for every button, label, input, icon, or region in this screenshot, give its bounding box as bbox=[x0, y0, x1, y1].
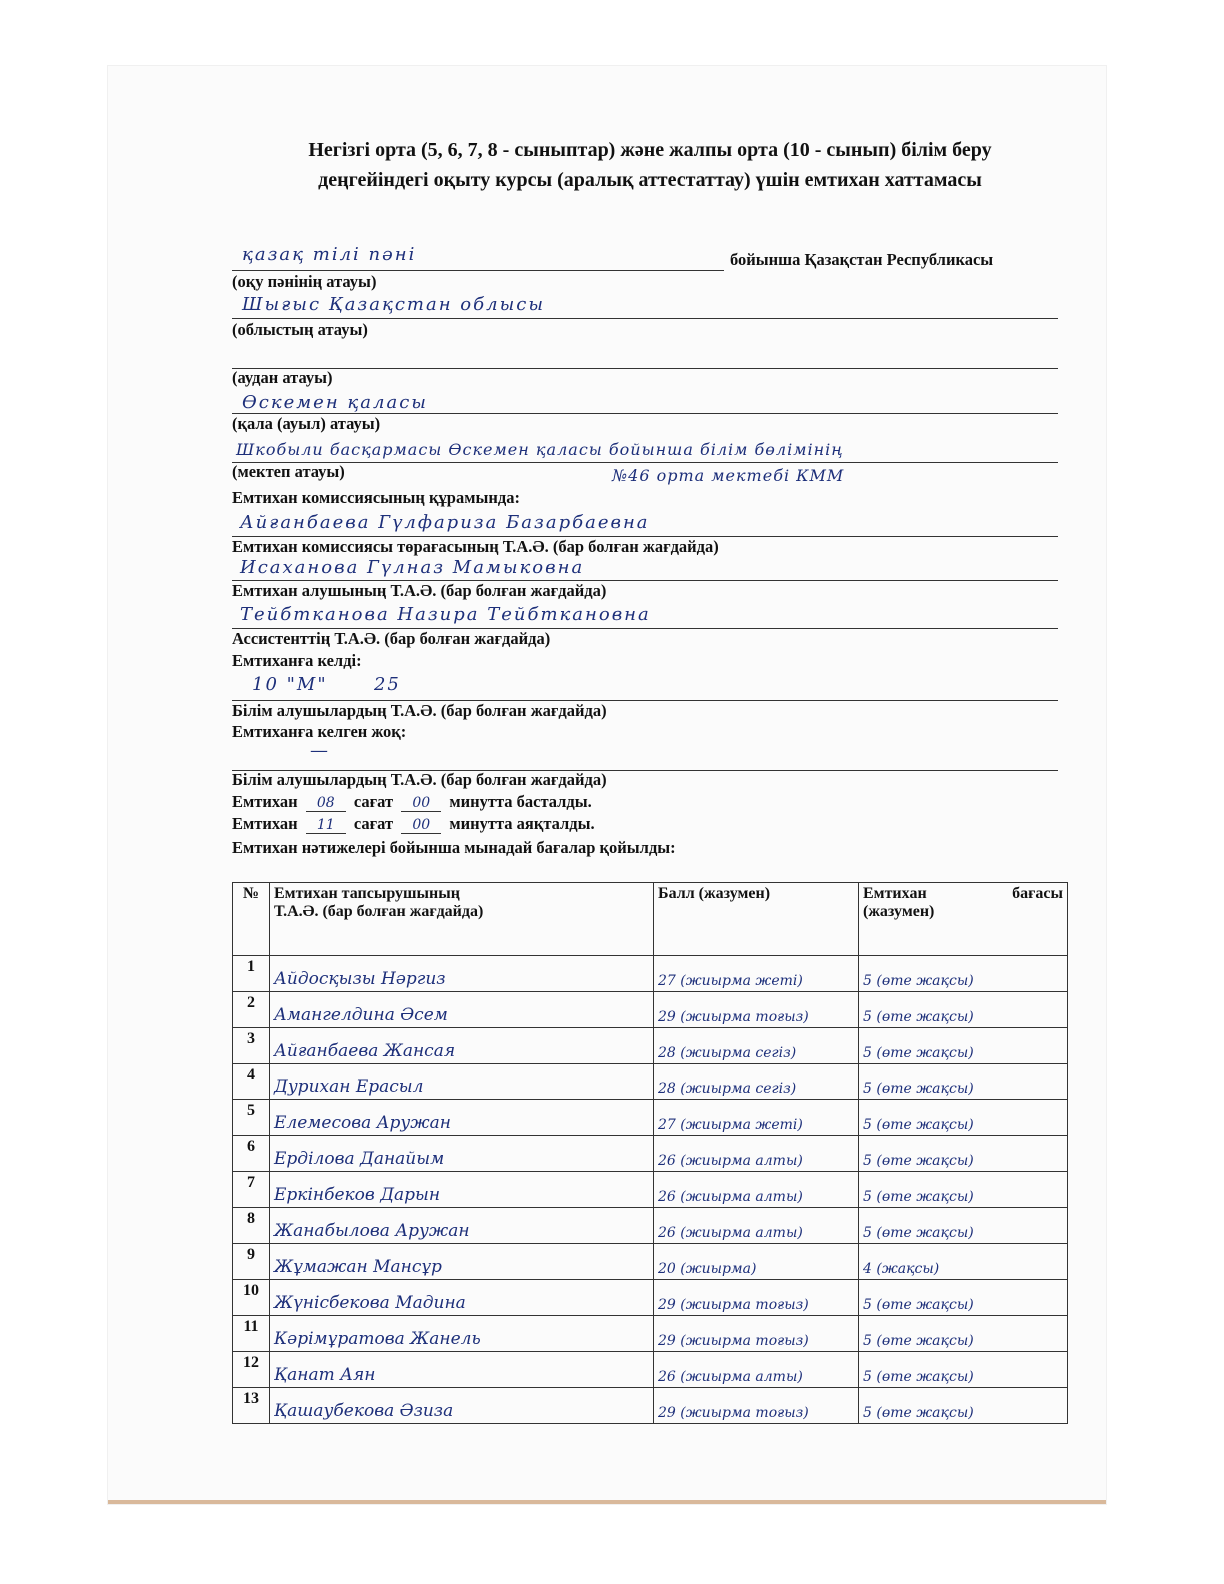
row-grade: 5 (өте жақсы) bbox=[859, 1172, 1068, 1208]
start-prefix: Емтихан bbox=[232, 792, 298, 811]
row-name: Айдосқызы Нәргиз bbox=[270, 956, 654, 992]
city-caption: (қала (ауыл) атауы) bbox=[232, 414, 381, 433]
row-name: Амангелдина Әсем bbox=[270, 992, 654, 1028]
row-score: 29 (жиырма тоғыз) bbox=[654, 992, 859, 1028]
table-row bbox=[233, 1064, 1068, 1100]
row-num: 12 bbox=[233, 1352, 270, 1388]
end-hour: 11 bbox=[306, 817, 346, 834]
row-num: 8 bbox=[233, 1208, 270, 1244]
row-score: 20 (жиырма) bbox=[654, 1244, 859, 1280]
row-num: 11 bbox=[233, 1316, 270, 1352]
row-grade: 5 (өте жақсы) bbox=[859, 992, 1068, 1028]
row-grade: 5 (өте жақсы) bbox=[859, 1388, 1068, 1424]
row-score: 29 (жиырма тоғыз) bbox=[654, 1388, 859, 1424]
school-caption: (мектеп атауы) bbox=[232, 462, 345, 481]
header-grade-word-2: бағасы bbox=[1012, 885, 1063, 902]
header-grade bbox=[859, 883, 1068, 956]
row-num: 10 bbox=[233, 1280, 270, 1316]
attended-label: Емтиханға келді: bbox=[232, 651, 362, 670]
row-grade: 5 (өте жақсы) bbox=[859, 956, 1068, 992]
table-row bbox=[233, 1316, 1068, 1352]
start-hour: 08 bbox=[306, 795, 346, 812]
start-hour-word: сағат bbox=[353, 792, 394, 811]
row-score: 27 (жиырма жеті) bbox=[654, 956, 859, 992]
results-table bbox=[232, 882, 1068, 1424]
absent-label: Емтиханға келген жоқ: bbox=[232, 722, 407, 741]
exam-start-line bbox=[232, 792, 592, 812]
row-grade: 5 (өте жақсы) bbox=[859, 1064, 1068, 1100]
results-label: Емтихан нәтижелері бойынша мынадай бағалар қойылды: bbox=[232, 838, 676, 857]
header-num: № bbox=[233, 883, 270, 956]
row-name: Еркінбеков Дарын bbox=[270, 1172, 654, 1208]
row-num: 6 bbox=[233, 1136, 270, 1172]
row-name: Елемесова Аружан bbox=[270, 1100, 654, 1136]
subject-value: қазақ тілі пәні bbox=[242, 244, 417, 265]
row-score: 29 (жиырма тоғыз) bbox=[654, 1316, 859, 1352]
header-score: Балл (жазумен) bbox=[654, 883, 859, 956]
absent-value: — bbox=[310, 740, 330, 761]
row-grade: 5 (өте жақсы) bbox=[859, 1316, 1068, 1352]
row-grade: 5 (өте жақсы) bbox=[859, 1028, 1068, 1064]
commission-member-value: Айғанбаева Гүлфариза Базарбаевна bbox=[240, 512, 650, 533]
row-score: 29 (жиырма тоғыз) bbox=[654, 1280, 859, 1316]
row-num: 3 bbox=[233, 1028, 270, 1064]
row-name: Кәрімұратова Жанель bbox=[270, 1316, 654, 1352]
row-grade: 5 (өте жақсы) bbox=[859, 1100, 1068, 1136]
school-value-line-2: №46 орта мектебі КММ bbox=[612, 466, 845, 485]
district-rule bbox=[232, 368, 1058, 369]
table-row bbox=[233, 1028, 1068, 1064]
row-score: 26 (жиырма алты) bbox=[654, 1208, 859, 1244]
row-num: 5 bbox=[233, 1100, 270, 1136]
header-grade-word-1: Емтихан bbox=[863, 885, 927, 902]
attended-value: 10 "М" 25 bbox=[252, 674, 401, 695]
row-score: 26 (жиырма алты) bbox=[654, 1352, 859, 1388]
sheet-edge bbox=[108, 1500, 1106, 1504]
region-value: Шығыс Қазақстан облысы bbox=[242, 294, 545, 315]
row-num: 13 bbox=[233, 1388, 270, 1424]
header-name: Емтихан тапсырушының Т.А.Ә. (бар болған жағдайда) bbox=[270, 883, 654, 956]
row-name: Қанат Аян bbox=[270, 1352, 654, 1388]
row-num: 2 bbox=[233, 992, 270, 1028]
row-num: 4 bbox=[233, 1064, 270, 1100]
row-grade: 5 (өте жақсы) bbox=[859, 1208, 1068, 1244]
row-name: Ерділова Данайым bbox=[270, 1136, 654, 1172]
row-score: 28 (жиырма сегіз) bbox=[654, 1064, 859, 1100]
table-row bbox=[233, 992, 1068, 1028]
exam-end-line bbox=[232, 814, 595, 834]
region-rule bbox=[232, 318, 1058, 319]
table-header-row bbox=[233, 883, 1068, 956]
row-num: 9 bbox=[233, 1244, 270, 1280]
chair-value: Исаханова Гүлназ Мамыковна bbox=[240, 557, 585, 578]
row-score: 26 (жиырма алты) bbox=[654, 1136, 859, 1172]
row-name: Жанабылова Аружан bbox=[270, 1208, 654, 1244]
end-hour-word: сағат bbox=[353, 814, 394, 833]
row-num: 7 bbox=[233, 1172, 270, 1208]
district-caption: (аудан атауы) bbox=[232, 368, 333, 387]
row-score: 27 (жиырма жеті) bbox=[654, 1100, 859, 1136]
table-row bbox=[233, 1136, 1068, 1172]
school-rule bbox=[232, 462, 1058, 463]
region-caption: (облыстың атауы) bbox=[232, 320, 368, 339]
end-prefix: Емтихан bbox=[232, 814, 298, 833]
header-grade-word-3: (жазумен) bbox=[863, 903, 935, 920]
assistant-label: Ассистенттің Т.А.Ә. (бар болған жағдайда) bbox=[232, 629, 551, 648]
subject-rule bbox=[232, 270, 724, 271]
table-row bbox=[233, 956, 1068, 992]
subject-suffix: бойынша Қазақстан Республикасы bbox=[730, 250, 994, 269]
start-suffix: минутта басталды. bbox=[449, 792, 592, 811]
end-minute: 00 bbox=[401, 817, 441, 834]
row-name: Жүнісбекова Мадина bbox=[270, 1280, 654, 1316]
row-name: Дурихан Ерасыл bbox=[270, 1064, 654, 1100]
row-score: 26 (жиырма алты) bbox=[654, 1172, 859, 1208]
table-row bbox=[233, 1280, 1068, 1316]
city-value: Өскемен қаласы bbox=[242, 392, 428, 413]
document-title-line-1: Негізгі орта (5, 6, 7, 8 - сыныптар) және жалпы орта (10 - сынып) білім беру bbox=[308, 139, 992, 161]
row-grade: 5 (өте жақсы) bbox=[859, 1352, 1068, 1388]
table-row bbox=[233, 1244, 1068, 1280]
table-row bbox=[233, 1208, 1068, 1244]
attended-names-label: Білім алушылардың Т.А.Ә. (бар болған жағдайда) bbox=[232, 701, 607, 720]
table-row bbox=[233, 1388, 1068, 1424]
row-grade: 4 (жақсы) bbox=[859, 1244, 1068, 1280]
document-title-line-2: деңгейіндегі оқыту курсы (аралық аттестаттау) үшін емтихан хаттамасы bbox=[318, 169, 982, 191]
row-name: Айғанбаева Жансая bbox=[270, 1028, 654, 1064]
start-minute: 00 bbox=[401, 795, 441, 812]
school-value-line-1: Шкобыли басқармасы Өскемен қаласы бойынша білім бөлімінің bbox=[236, 440, 844, 459]
examinee-value: Тейбтканова Назира Тейбткановна bbox=[240, 604, 651, 625]
end-suffix: минутта аяқталды. bbox=[449, 814, 595, 833]
results-body bbox=[233, 956, 1068, 1424]
table-row bbox=[233, 1352, 1068, 1388]
row-name: Қашаубекова Әзиза bbox=[270, 1388, 654, 1424]
row-score: 28 (жиырма сегіз) bbox=[654, 1028, 859, 1064]
row-num: 1 bbox=[233, 956, 270, 992]
chair-label: Емтихан комиссиясы төрағасының Т.А.Ә. (бар болған жағдайда) bbox=[232, 537, 719, 556]
row-grade: 5 (өте жақсы) bbox=[859, 1136, 1068, 1172]
table-row bbox=[233, 1172, 1068, 1208]
row-grade: 5 (өте жақсы) bbox=[859, 1280, 1068, 1316]
absent-names-label: Білім алушылардың Т.А.Ә. (бар болған жағдайда) bbox=[232, 770, 607, 789]
subject-caption: (оқу пәнінің атауы) bbox=[232, 272, 377, 291]
examinee-label: Емтихан алушының Т.А.Ә. (бар болған жағдайда) bbox=[232, 581, 607, 600]
commission-label: Емтихан комиссиясының құрамында: bbox=[232, 488, 520, 507]
row-name: Жұмажан Мансұр bbox=[270, 1244, 654, 1280]
table-row bbox=[233, 1100, 1068, 1136]
